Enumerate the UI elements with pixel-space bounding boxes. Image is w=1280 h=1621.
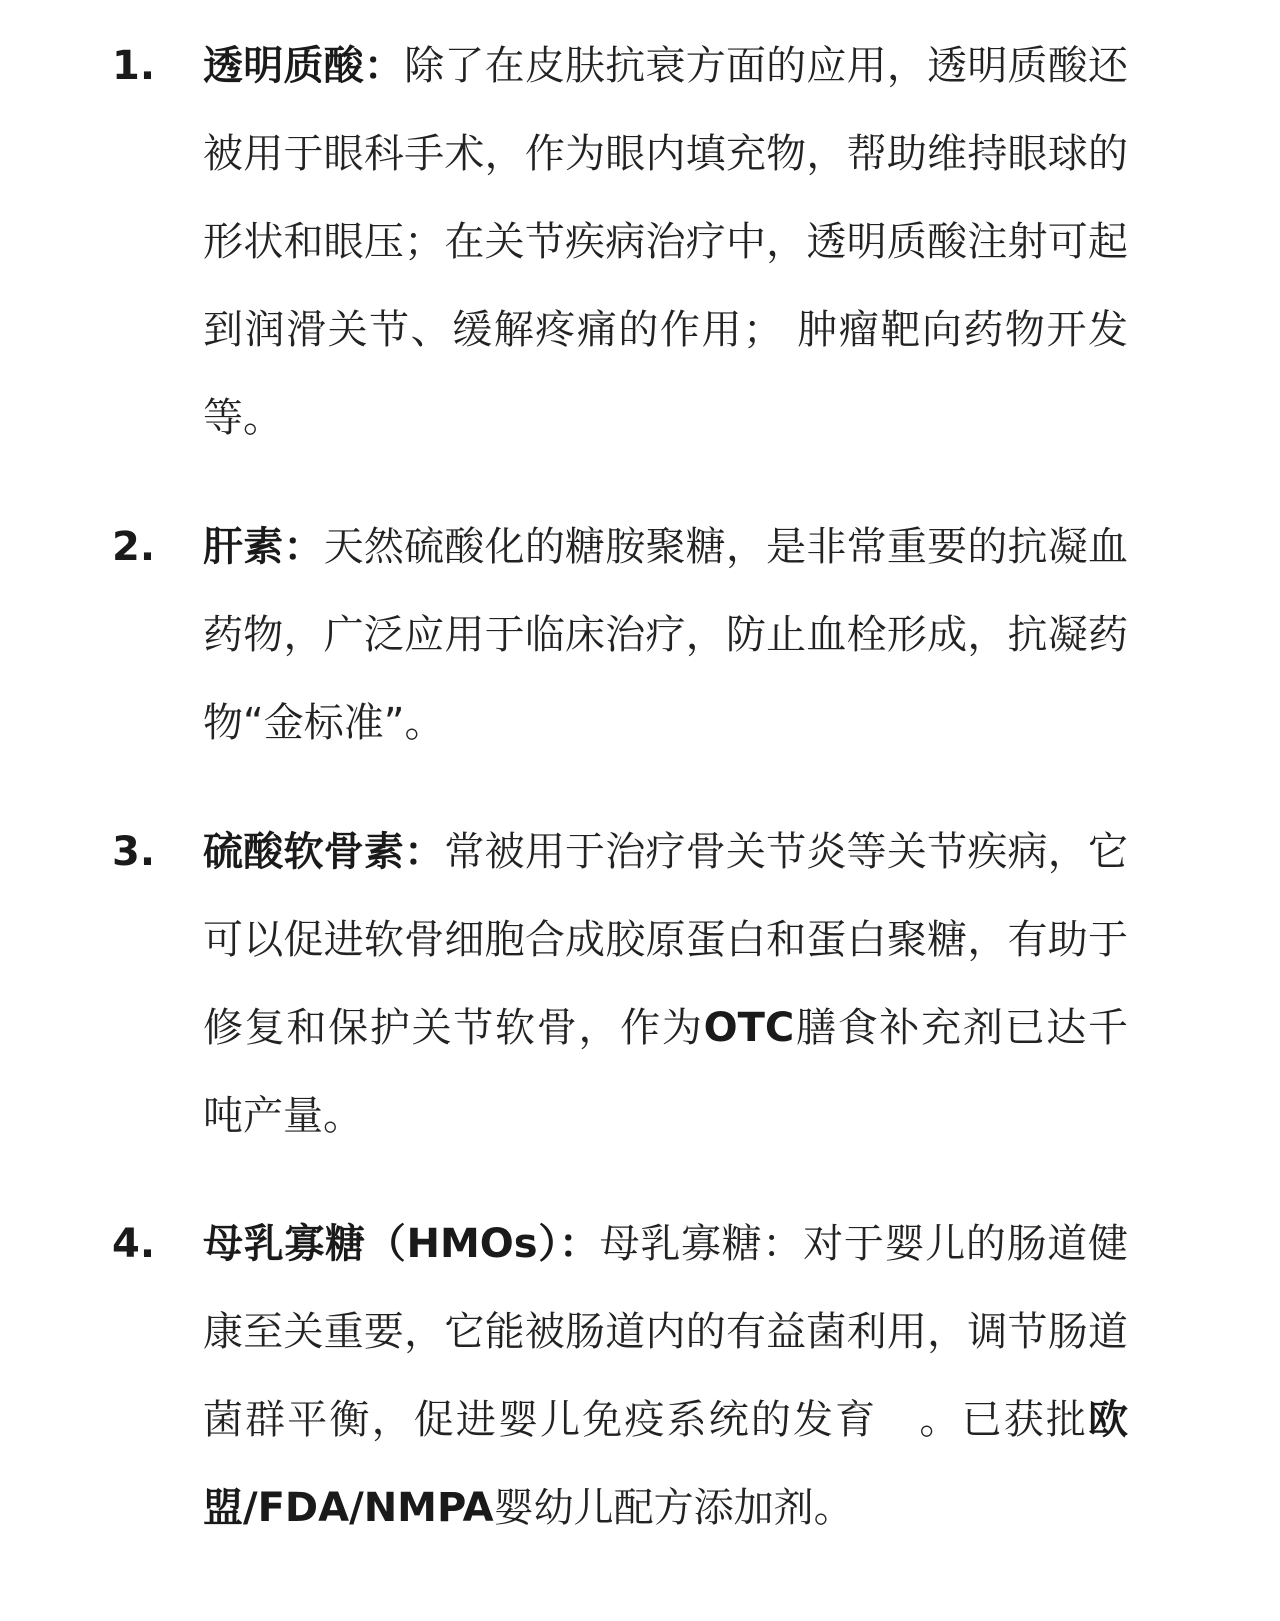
list-item-body	[203, 503, 1128, 767]
list-item-body	[203, 22, 1128, 462]
list-item-text: 婴幼儿配方添加剂。	[493, 1485, 854, 1531]
list-item-term: 母乳寡糖（HMOs）：	[203, 1221, 600, 1267]
list-item-number: 4.	[112, 1221, 156, 1267]
list-item-body	[203, 1200, 1128, 1552]
list-item-text: 天然硫酸化的糖胺聚糖，是非常重要的抗凝血药物，广泛应用于临床治疗，防止血栓形成，抗凝药物“金标准”。	[203, 524, 1129, 746]
list-item-term: 硫酸软骨素：	[203, 829, 445, 875]
list-item-body	[203, 808, 1128, 1160]
list-item-text: 除了在皮肤抗衰方面的应用，透明质酸还被用于眼科手术，作为眼内填充物，帮助维持眼球的形状和眼压；在关节疾病治疗中，透明质酸注射可起到润滑关节、缓解疼痛的作用； 肿瘤靶向药物开发等。	[203, 43, 1129, 441]
list-item-text: 膳食补充剂已达千吨产量。	[203, 1005, 1129, 1139]
list-item-emphasis: OTC	[703, 1005, 795, 1051]
list-item-number: 1.	[112, 43, 156, 89]
list-item-text: 母乳寡糖：对于婴儿的肠道健康至关重要，它能被肠道内的有益菌利用，调节肠道菌群平衡，促进婴儿免疫系统的发育 。已获批	[203, 1221, 1128, 1443]
list-item-number: 3.	[112, 829, 156, 875]
list-item-term: 肝素：	[203, 524, 324, 570]
list-item-emphasis: 欧盟/FDA/NMPA	[203, 1397, 1128, 1531]
list-item-text: 常被用于治疗骨关节炎等关节疾病，它可以促进软骨细胞合成胶原蛋白和蛋白聚糖，有助于修复和保护关节软骨，作为	[203, 829, 1129, 1051]
list-item-number: 2.	[112, 524, 156, 570]
list-item-term: 透明质酸：	[203, 43, 405, 89]
